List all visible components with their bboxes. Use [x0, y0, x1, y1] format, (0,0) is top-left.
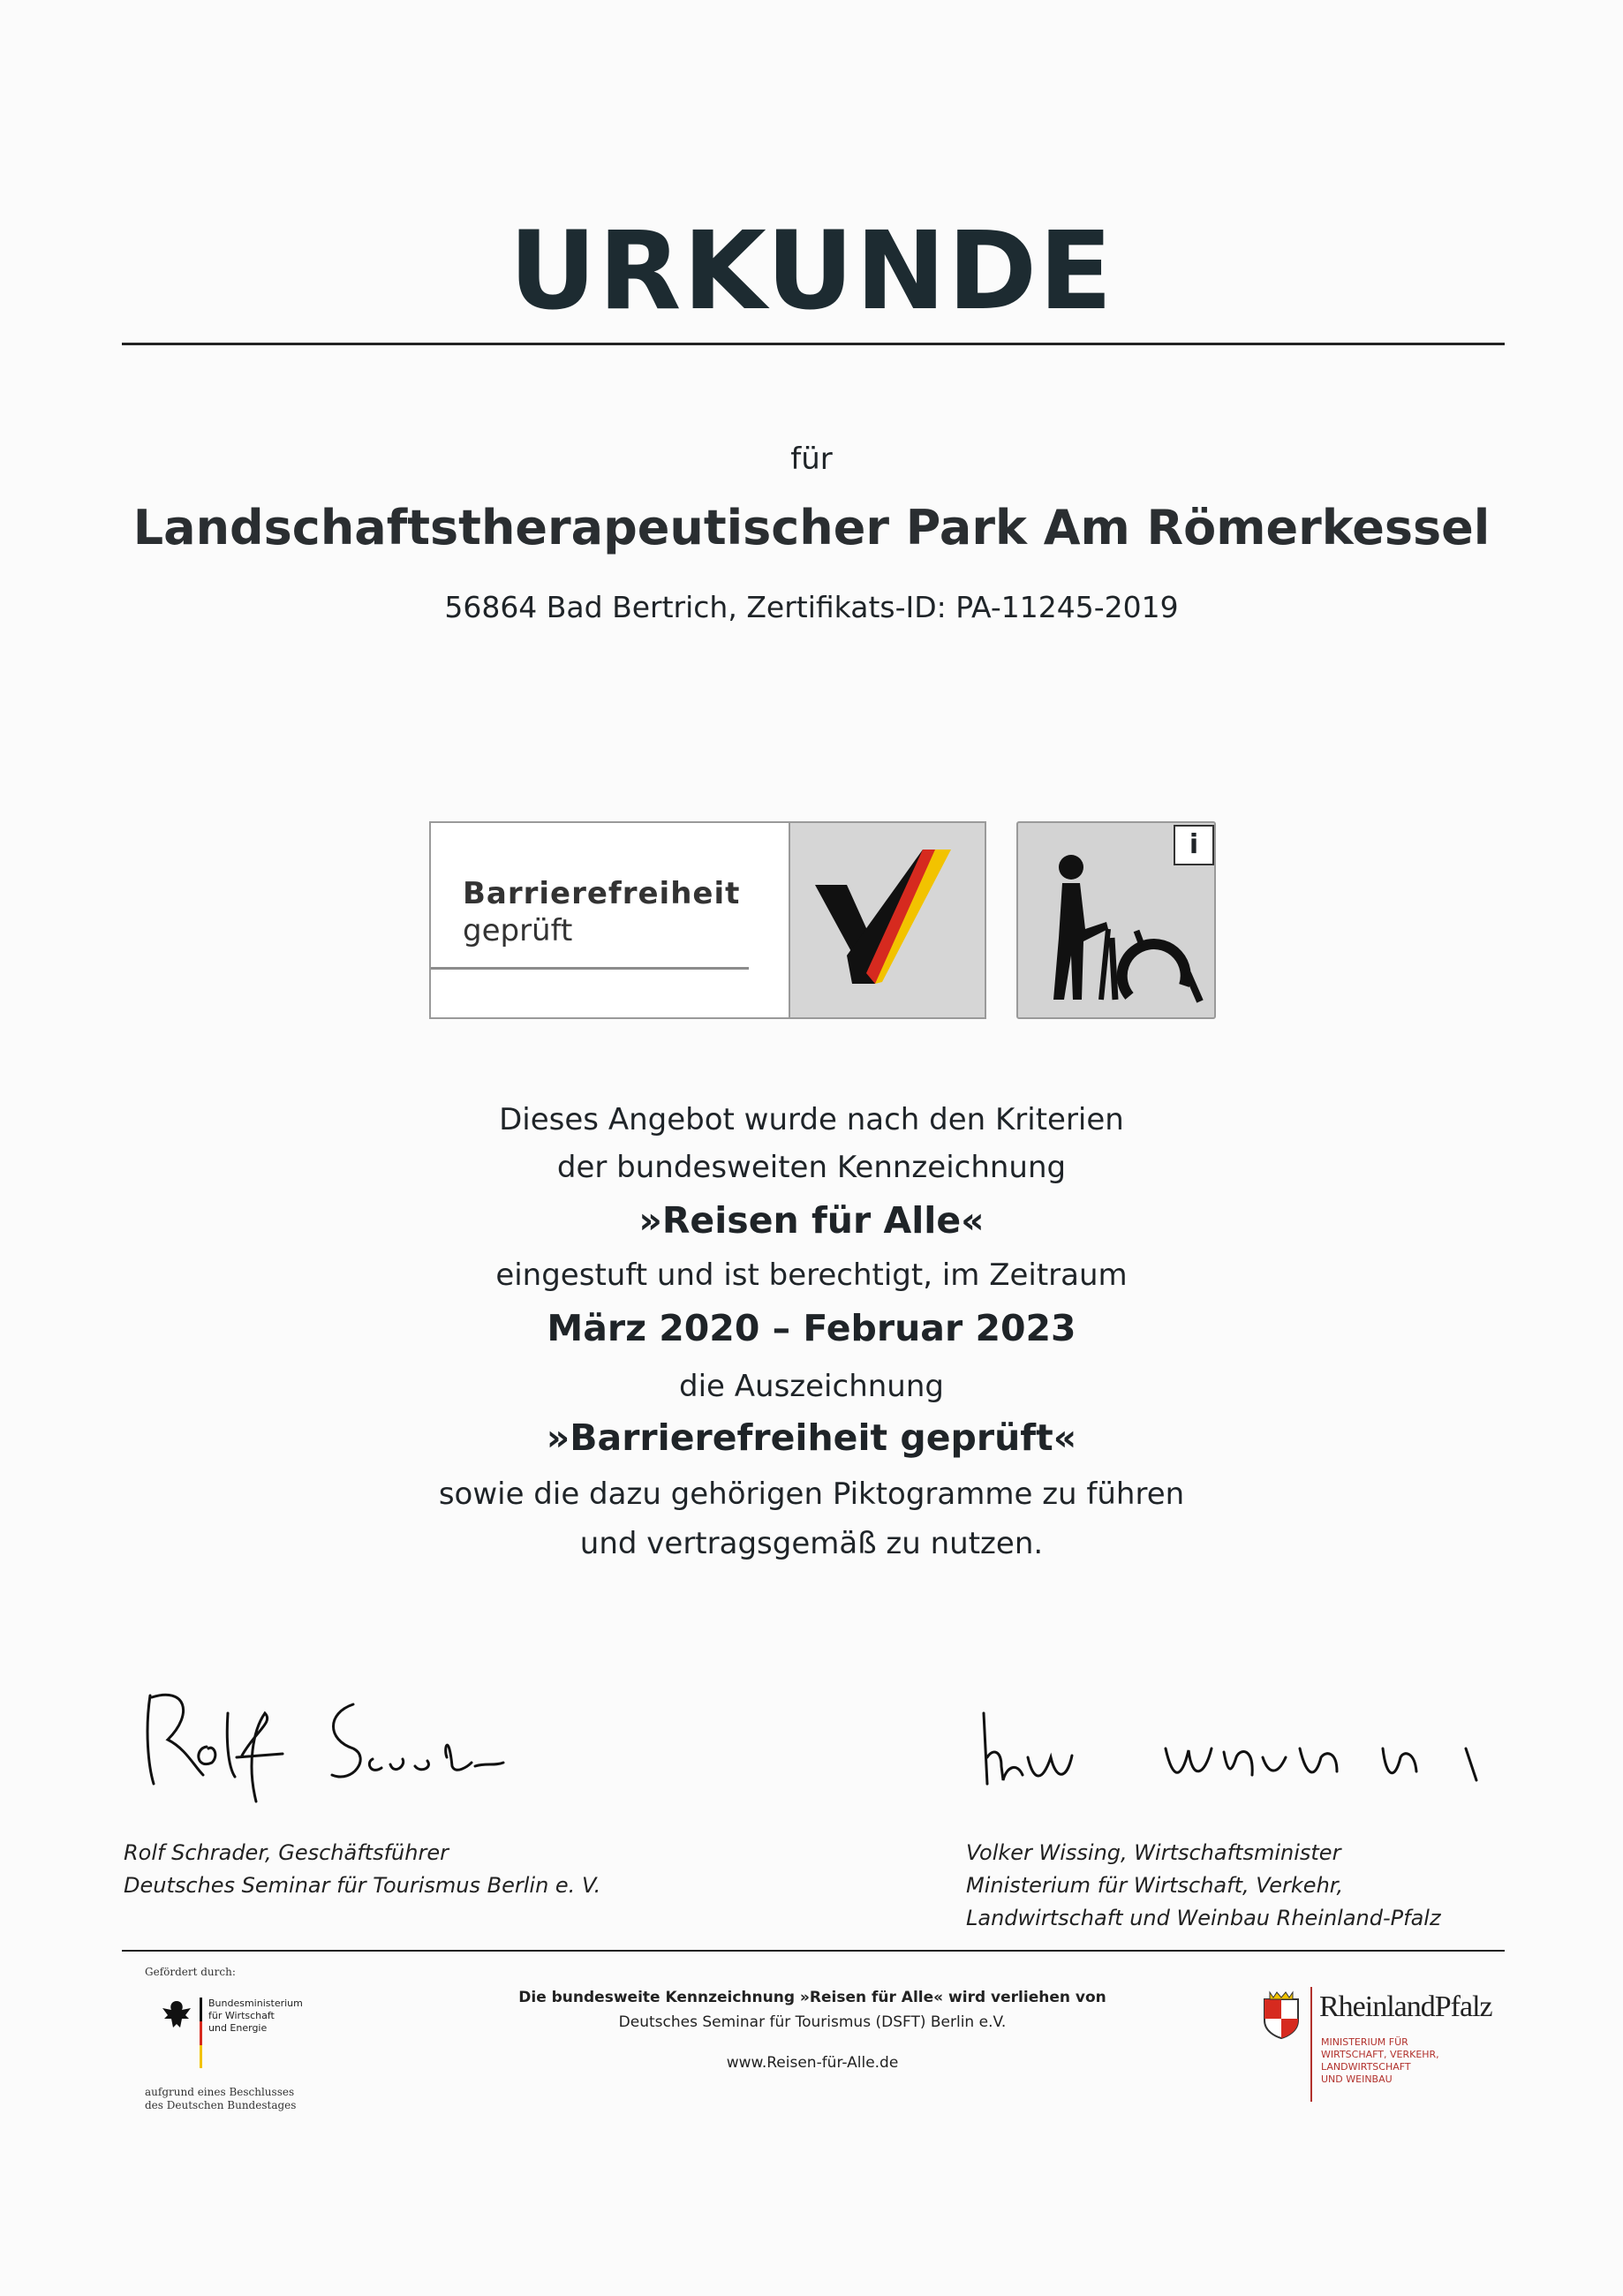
accessibility-badge	[429, 821, 1199, 1017]
flag-stripe-black	[200, 1998, 202, 2021]
badge-line1: Barrierefreiheit	[463, 876, 741, 911]
organization-name: Landschaftstherapeutischer Park Am Römerkessel	[132, 500, 1491, 555]
left-signatory-name: Rolf Schrader, Geschäftsführer	[124, 1840, 449, 1865]
program-label: »Reisen für Alle«	[638, 1199, 985, 1242]
rlp-ministry	[1321, 2036, 1439, 2086]
bmwi-line2: für Wirtschaft	[208, 2010, 275, 2021]
bundestag-line2: des Deutschen Bundestages	[145, 2099, 297, 2111]
checkmark-panel	[789, 821, 986, 1019]
info-icon: i	[1174, 825, 1214, 865]
footer-center-line1: Die bundesweite Kennzeichnung »Reisen für Alle« wird verliehen von	[518, 1989, 1106, 2006]
left-signatory	[124, 1837, 600, 1902]
bmwi-logo-text	[208, 1998, 303, 2035]
body-line2: der bundesweiten Kennzeichnung	[556, 1150, 1067, 1185]
badge-text-panel	[429, 821, 790, 1019]
rlp-divider	[1310, 1987, 1312, 2102]
rlp-wordmark: RheinlandPfalz	[1319, 1990, 1492, 2023]
validity-period: März 2020 – Februar 2023	[547, 1307, 1076, 1349]
rlp-line3: LANDWIRTSCHAFT	[1321, 2061, 1411, 2073]
flag-stripe-red	[200, 2021, 202, 2045]
left-signature	[132, 1678, 556, 1810]
rlp-line1: MINISTERIUM FÜR	[1321, 2036, 1408, 2048]
rlp-line4: UND WEINBAU	[1321, 2073, 1393, 2085]
badge-line2: geprüft	[463, 913, 573, 948]
footer-divider	[122, 1950, 1505, 1952]
for-label: für	[790, 442, 833, 477]
tricolor-checkmark-icon	[790, 823, 985, 1017]
bmwi-line3: und Energie	[208, 2022, 268, 2034]
funded-by-label: Gefördert durch:	[145, 1966, 236, 1978]
footer-center-line2: Deutsches Seminar für Tourismus (DSFT) Berlin e.V.	[618, 2013, 1007, 2031]
right-signatory-org-line1: Ministerium für Wirtschaft, Verkehr,	[966, 1873, 1344, 1898]
bmwi-line1: Bundesministerium	[208, 1998, 303, 2009]
body-line6: und vertragsgemäß zu nutzen.	[579, 1526, 1044, 1561]
title-divider	[122, 343, 1505, 345]
flag-stripe-gold	[200, 2045, 202, 2068]
rlp-line2: WIRTSCHAFT, VERKEHR,	[1321, 2049, 1439, 2060]
body-line5: sowie die dazu gehörigen Piktogramme zu führen	[438, 1477, 1185, 1512]
body-line4: die Auszeichnung	[679, 1369, 944, 1404]
federal-eagle-icon	[159, 1998, 194, 2033]
footer-website-link[interactable]: www.Reisen-für-Alle.de	[726, 2054, 899, 2072]
pictogram-panel	[1016, 821, 1216, 1019]
right-signature	[971, 1696, 1501, 1793]
right-signatory-org-line2: Landwirtschaft und Weinbau Rheinland-Pfalz	[966, 1906, 1441, 1930]
right-signatory-name: Volker Wissing, Wirtschaftsminister	[966, 1840, 1341, 1865]
rlp-coat-of-arms-icon	[1261, 1990, 1302, 2040]
left-signatory-org: Deutsches Seminar für Tourismus Berlin e. V.	[124, 1873, 601, 1898]
body-line1: Dieses Angebot wurde nach den Kriterien	[499, 1102, 1124, 1137]
award-label: »Barrierefreiheit geprüft«	[546, 1416, 1077, 1459]
bundestag-line1: aufgrund eines Beschlusses	[145, 2086, 295, 2098]
flag-stripe	[200, 1998, 202, 2068]
certificate-title: URKUNDE	[509, 208, 1114, 334]
badge-underline	[431, 967, 749, 970]
walking-impaired-wheelchair-icon	[1027, 841, 1204, 1008]
bundestag-note	[145, 2086, 296, 2112]
right-signatory	[966, 1837, 1441, 1935]
body-line3: eingestuft und ist berechtigt, im Zeitraum	[495, 1258, 1128, 1293]
address-certificate-id: 56864 Bad Bertrich, Zertifikats-ID: PA-11245-2019	[444, 590, 1179, 624]
